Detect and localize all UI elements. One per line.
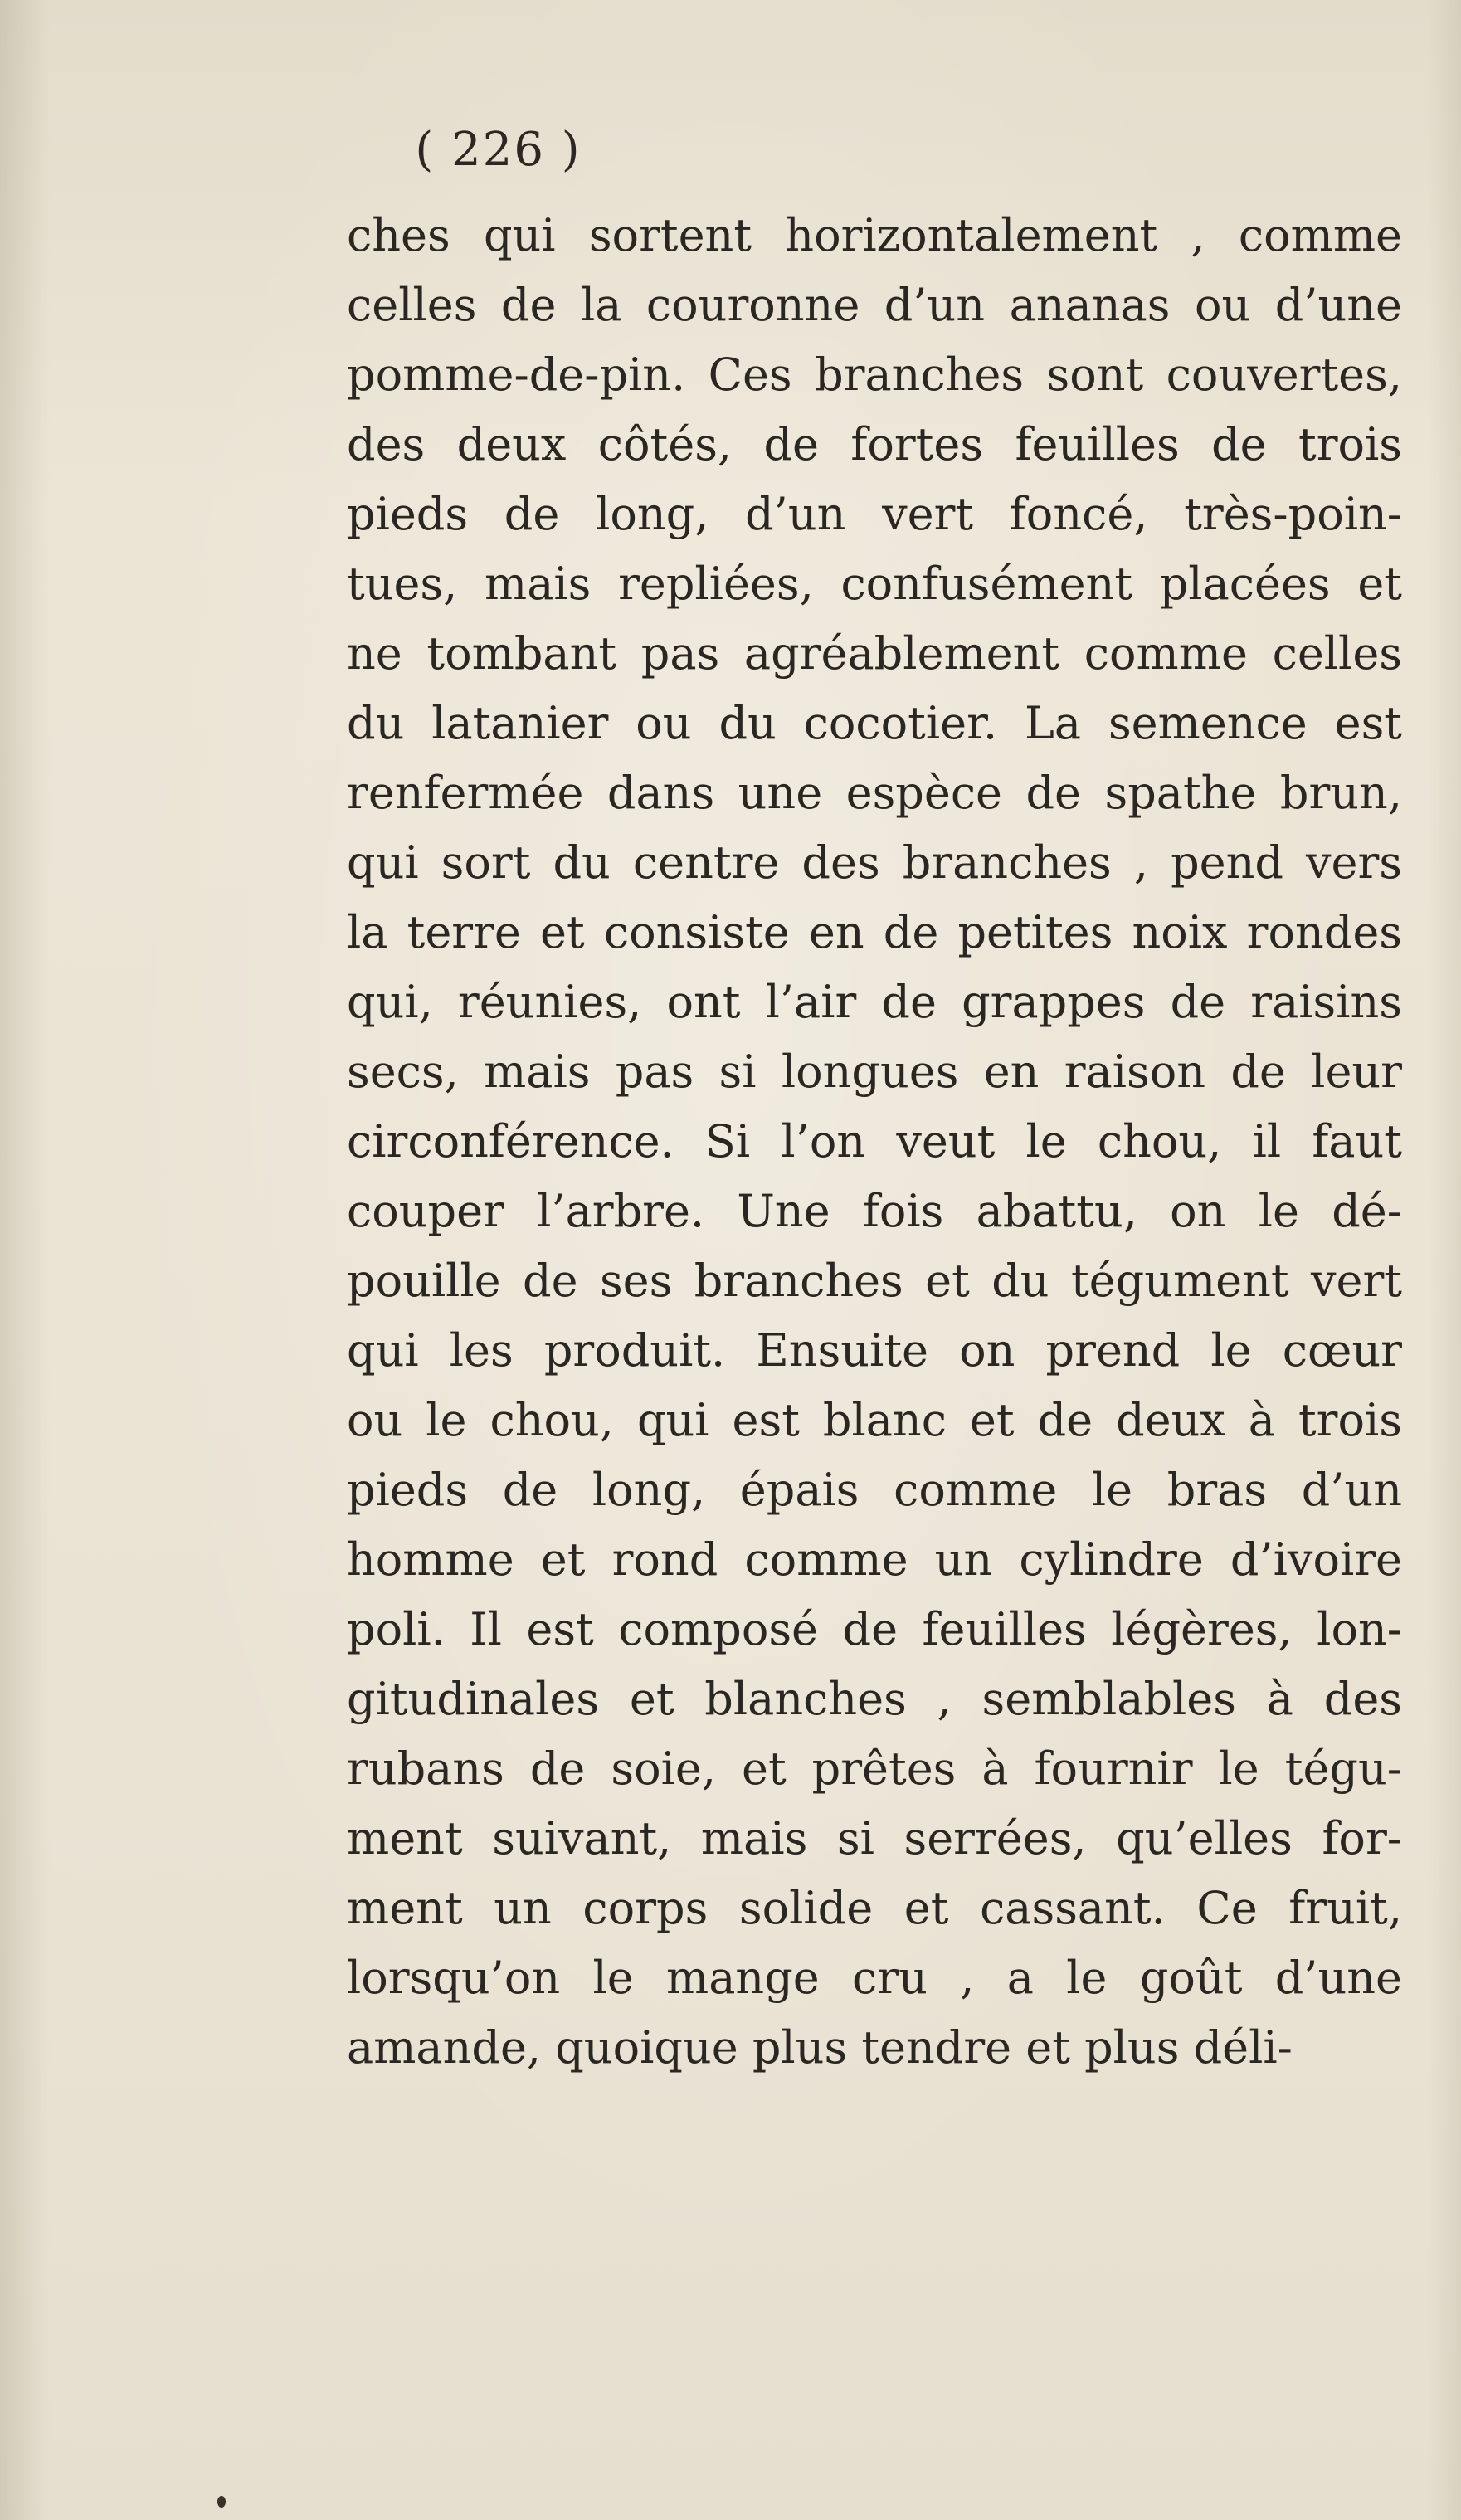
text-line: pieds de long, d’un vert foncé, très-poin- [347, 488, 1402, 540]
text-line: qui, réunies, ont l’air de grappes de raisins [347, 976, 1402, 1028]
page-number: ( 226 ) [415, 123, 582, 177]
text-line: secs, mais pas si longues en raison de leur [347, 1046, 1402, 1098]
text-line: ne tombant pas agréablement comme celles [347, 627, 1402, 680]
text-line: ment suivant, mais si serrées, qu’elles for- [347, 1812, 1402, 1864]
text-line: rubans de soie, et prêtes à fournir le tégu- [347, 1743, 1402, 1795]
text-line: circonférence. Si l’on veut le chou, il faut [347, 1115, 1402, 1167]
text-line: pieds de long, épais comme le bras d’un [347, 1464, 1402, 1516]
text-line: la terre et consiste en de petites noix rondes [347, 906, 1402, 958]
text-line: renfermée dans une espèce de spathe brun, [347, 767, 1402, 819]
text-line: ment un corps solide et cassant. Ce fruit, [347, 1882, 1402, 1934]
text-line: celles de la couronne d’un ananas ou d’une [347, 279, 1402, 331]
text-line: couper l’arbre. Une fois abattu, on le dé- [347, 1185, 1402, 1237]
text-line: amande, quoique plus tendre et plus déli- [347, 2021, 1293, 2074]
text-line: pouille de ses branches et du tégument vert [347, 1255, 1402, 1307]
text-line: lorsqu’on le mange cru , a le goût d’une [347, 1952, 1402, 2004]
text-line: du latanier ou du cocotier. La semence est [347, 697, 1402, 749]
text-line: pomme-de-pin. Ces branches sont couvertes, [347, 349, 1402, 401]
text-line: qui les produit. Ensuite on prend le cœur [347, 1324, 1402, 1377]
text-line: gitudinales et blanches , semblables à des [347, 1673, 1402, 1725]
text-line: ou le chou, qui est blanc et de deux à trois [347, 1394, 1402, 1446]
body-text [347, 201, 1402, 2083]
text-line: tues, mais repliées, confusément placées et [347, 558, 1402, 610]
text-line: homme et rond comme un cylindre d’ivoire [347, 1533, 1402, 1586]
page-gutter-shadow [0, 0, 50, 2520]
text-line: qui sort du centre des branches , pend vers [347, 836, 1402, 889]
text-line: poli. Il est composé de feuilles légères, lon- [347, 1603, 1402, 1655]
ink-speck [217, 2496, 226, 2508]
page-edge-shadow [1428, 0, 1461, 2520]
text-line: ches qui sortent horizontalement , comme [347, 209, 1402, 261]
text-line: des deux côtés, de fortes feuilles de trois [347, 418, 1402, 470]
